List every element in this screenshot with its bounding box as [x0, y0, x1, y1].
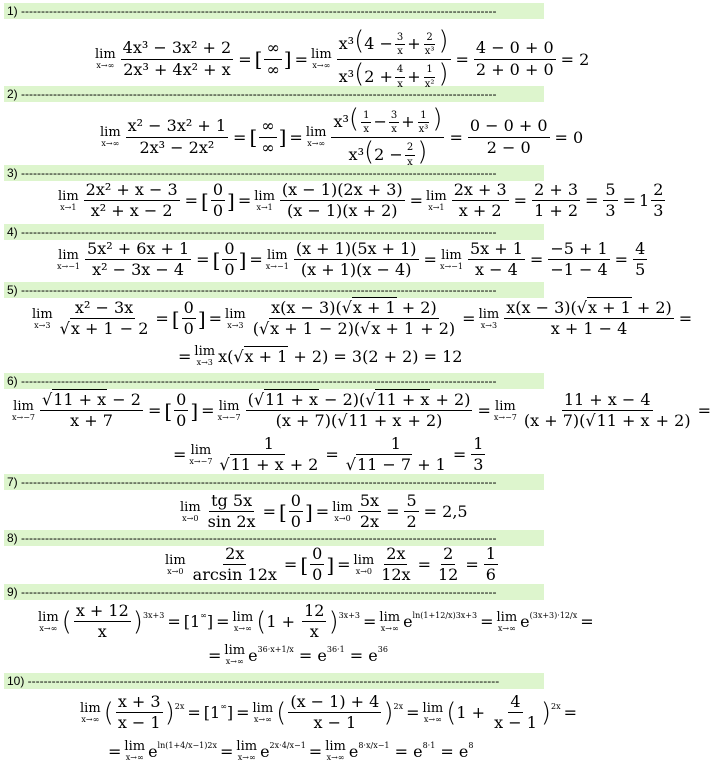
limit-operator: lim x→∞	[325, 739, 346, 762]
fraction: $\frac{0 - 0 + 0}{2 - 0}$	[469, 116, 548, 157]
indeterminate-form: $\frac{\infty}{\infty}$	[266, 38, 280, 79]
problem-7-equation: lim x→0 $\frac{tg 5x}{\sin 2x}$ = [ $\frac{0}{0}$ ] = lim x→0 $\frac{5x}{2x}$ = $\frac{5}{2}$ = 2,5	[180, 491, 468, 532]
limit-operator: lim x→0	[332, 499, 353, 523]
fraction: x³(4 − $\frac{3}{x}$ + $\frac{2}{\text{x³}}$ ) x³(2 + $\frac{4}{x}$ + $\frac{1}{\text{x²}}$ )	[338, 26, 449, 90]
problem-header-4: 4) -----------------------------------------------------------------------------------------------------------------------	[4, 224, 544, 240]
problem-header-2: 2) -----------------------------------------------------------------------------------------------------------------------	[4, 86, 544, 102]
indeterminate-form: $\frac{0}{0}$	[176, 390, 187, 431]
limit-operator: lim x→∞	[38, 609, 59, 633]
limit-operator: lim x→∞	[252, 700, 274, 724]
problem-5-equation-line-1: lim x→3 $\frac{\text{x² − 3x}}{√x + 1 - 2}$ = [ $\frac{0}{0}$ ] = lim x→3 $\frac{x(x - 3)(√x + 1 + 2)}{(√x + 1 - 2)(√x + 1 + 2)}$ = lim x→3 $\frac{x(x - 3)(√x + 1 + 2)}{x + 1 - 4}$ =	[32, 298, 693, 339]
limit-operator: lim x→∞	[305, 125, 327, 148]
indeterminate-form: $\frac{0}{0}$	[183, 298, 194, 339]
problem-2-equation: lim x→∞ $\frac{\text{x² − 3x² + 1}}{\text{2x³ − 2x²}}$ = [ $\frac{\infty}{\infty}$ ] = lim x→∞ x³( $\frac{1}{x}$ − $\frac{3}{x}$ + $\frac{1}{\text{x³}}$ ) x³(2 − $\frac{2}{x}$ ) = $\frac{0 - 0 + 0}{2 - 0}$ = 0	[100, 104, 584, 168]
limit-operator: lim x→−7	[189, 442, 213, 466]
limit-operator: lim x→∞	[124, 739, 146, 762]
problem-header-8: 8) -----------------------------------------------------------------------------------------------------------------------	[4, 530, 544, 546]
problem-1-equation: lim x→∞ $\frac{\text{4x³ − 3x² + 2}}{\text{2x³ + 4x² + x}}$ = [ $\frac{\infty}{\infty}$ ] = lim x→∞ x³(4 − $\frac{3}{x}$ + $\frac{2}{\text{x³}}$ ) x³(2 + $\frac{4}{x}$ + $\frac{1}{\text{x²}}$ ) = $\frac{4 - 0 + 0}{2 + 0 + 0}$ = 2	[95, 26, 590, 90]
limit-operator: lim x→∞	[232, 609, 254, 633]
limit-operator: lim x→∞	[379, 609, 401, 633]
limit-operator: lim x→−1	[265, 247, 289, 271]
problem-9-equation-line-2: = lim x→∞ e 36·x+1/x = e 36·1 = e 36	[208, 643, 388, 666]
problem-header-10: 10) ----------------------------------------------------------------------------------------------------------------------	[4, 673, 544, 689]
fraction: $\frac{\text{4x³ − 3x² + 2}}{\text{2x³ + 4x² + x}}$	[122, 38, 232, 79]
problem-5-equation-line-2: = lim x→3 x( √ x + 1 + 2) = 3(2 + 2) = 12	[178, 344, 463, 367]
problem-header-7: 7) -----------------------------------------------------------------------------------------------------------------------	[4, 474, 544, 490]
problem-8-equation: lim x→0 $\frac{2x}{\arcsin 12x}$ = [ $\frac{0}{0}$ ] = lim x→0 $\frac{2x}{12x}$ = $\frac{2}{12}$ = $\frac{1}{6}$	[165, 544, 496, 585]
indeterminate-form: $\frac{0}{0}$	[312, 544, 323, 585]
problem-6-equation-line-2: = lim x→−7 $\frac{1}{√11 + x + 2}$ = $\frac{1}{√11 - 7 + 1}$ = $\frac{1}{3}$	[173, 434, 484, 475]
problem-header-1: 1) -----------------------------------------------------------------------------------------------------------------------	[4, 3, 544, 19]
limit-operator: lim x→−1	[439, 247, 463, 271]
limit-operator: lim x→∞	[236, 739, 258, 762]
problem-10-equation-line-1: lim x→∞ ( $\frac{x + 3}{x - 1}$ ) 2x = [1 ∞ ] = lim x→∞ ( $\frac{(x - 1) + 4}{x - 1}$ ) 2x = lim x→∞ ( 1 + $\frac{4}{x - 1}$ ) 2x =	[80, 692, 578, 733]
limit-operator: lim x→3	[194, 344, 216, 367]
problem-header-3: 3) -----------------------------------------------------------------------------------------------------------------------	[4, 165, 544, 181]
limit-operator: lim x→∞	[95, 47, 116, 70]
problem-3-equation: lim x→1 $\frac{\text{2x² + x − 3}}{\text{x² + x − 2}}$ = [ $\frac{0}{0}$ ] = lim x→1 $\frac{(x - 1)(2x + 3)}{(x - 1)(x + 2)}$ = lim x→1 $\frac{2x + 3}{x + 2}$ = $\frac{2 + 3}{1 + 2}$ = $\frac{5}{3}$ = 1 $\frac{2}{3}$	[58, 180, 664, 221]
limit-operator: lim x→0	[180, 499, 201, 523]
indeterminate-form: $\frac{0}{0}$	[212, 180, 224, 221]
indeterminate-form: $\frac{0}{0}$	[290, 491, 301, 532]
limit-operator: lim x→∞	[100, 125, 121, 148]
fraction: $\frac{4 - 0 + 0}{2 + 0 + 0}$	[475, 38, 554, 79]
indeterminate-form: $\frac{\infty}{\infty}$	[261, 116, 275, 157]
problem-header-9: 9) -----------------------------------------------------------------------------------------------------------------------	[4, 584, 544, 600]
limit-operator: lim x→∞	[80, 700, 101, 724]
limit-operator: lim x→1	[254, 188, 275, 212]
problem-header-6: 6) -----------------------------------------------------------------------------------------------------------------------	[4, 373, 544, 389]
limit-operator: lim x→3	[32, 306, 53, 330]
limit-operator: lim x→3	[478, 306, 500, 330]
limit-operator: lim x→1	[58, 188, 79, 212]
limit-operator: lim x→3	[225, 306, 246, 330]
problem-10-equation-line-2: = lim x→∞ e ln(1+4/x−1)2x = lim x→∞ e 2x·4/x−1 = lim x→∞ e 8·x/x−1 = e 8·1 = e 8	[108, 739, 474, 762]
limit-operator: lim x→−7	[12, 398, 36, 422]
limit-operator: lim x→−1	[57, 247, 81, 271]
indeterminate-form: $\frac{0}{0}$	[224, 239, 235, 280]
limit-operator: lim x→0	[353, 552, 375, 576]
limit-operator: lim x→1	[426, 188, 447, 212]
limit-operator: lim x→0	[165, 552, 186, 576]
limit-operator: lim x→−7	[493, 398, 517, 422]
fraction: $\frac{\text{x² − 3x² + 1}}{\text{2x³ − 2x²}}$	[127, 116, 227, 157]
limit-operator: lim x→∞	[496, 609, 518, 633]
limit-operator: lim x→∞	[422, 700, 444, 724]
problem-4-equation: lim x→−1 $\frac{\text{5x² + 6x + 1}}{\text{x² − 3x − 4}}$ = [ $\frac{0}{0}$ ] = lim x→−1 $\frac{(x + 1)(5x + 1)}{(x + 1)(x - 4)}$ = lim x→−1 $\frac{5x + 1}{x - 4}$ = $\frac{-5 + 1}{-1 - 4}$ = $\frac{4}{5}$	[57, 239, 646, 280]
problem-9-equation-line-1: lim x→∞ ( $\frac{x + 12}{x}$ ) 3x+3 = [1 ∞ ] = lim x→∞ ( 1 + $\frac{12}{x}$ ) 3x+3 = lim x→∞ e ln(1+12/x)3x+3 = lim x→∞ e (3x+3)·12/x =	[38, 601, 594, 642]
limit-operator: lim x→−7	[217, 398, 241, 422]
problem-6-equation-line-1: lim x→−7 $\frac{√11 + x - 2}{x + 7}$ = [ $\frac{0}{0}$ ] = lim x→−7 $\frac{(√11 + x - 2)(√11 + x + 2)}{(x + 7)(√11 + x + 2)}$ = lim x→−7 $\frac{11 + x - 4}{(x + 7)(√11 + x + 2)}$ =	[12, 390, 711, 431]
fraction: x³( $\frac{1}{x}$ − $\frac{3}{x}$ + $\frac{1}{\text{x³}}$ ) x³(2 − $\frac{2}{x}$ )	[333, 104, 443, 168]
limit-operator: lim x→∞	[311, 47, 332, 70]
problem-header-5: 5) -----------------------------------------------------------------------------------------------------------------------	[4, 282, 544, 298]
limit-operator: lim x→∞	[224, 643, 246, 666]
